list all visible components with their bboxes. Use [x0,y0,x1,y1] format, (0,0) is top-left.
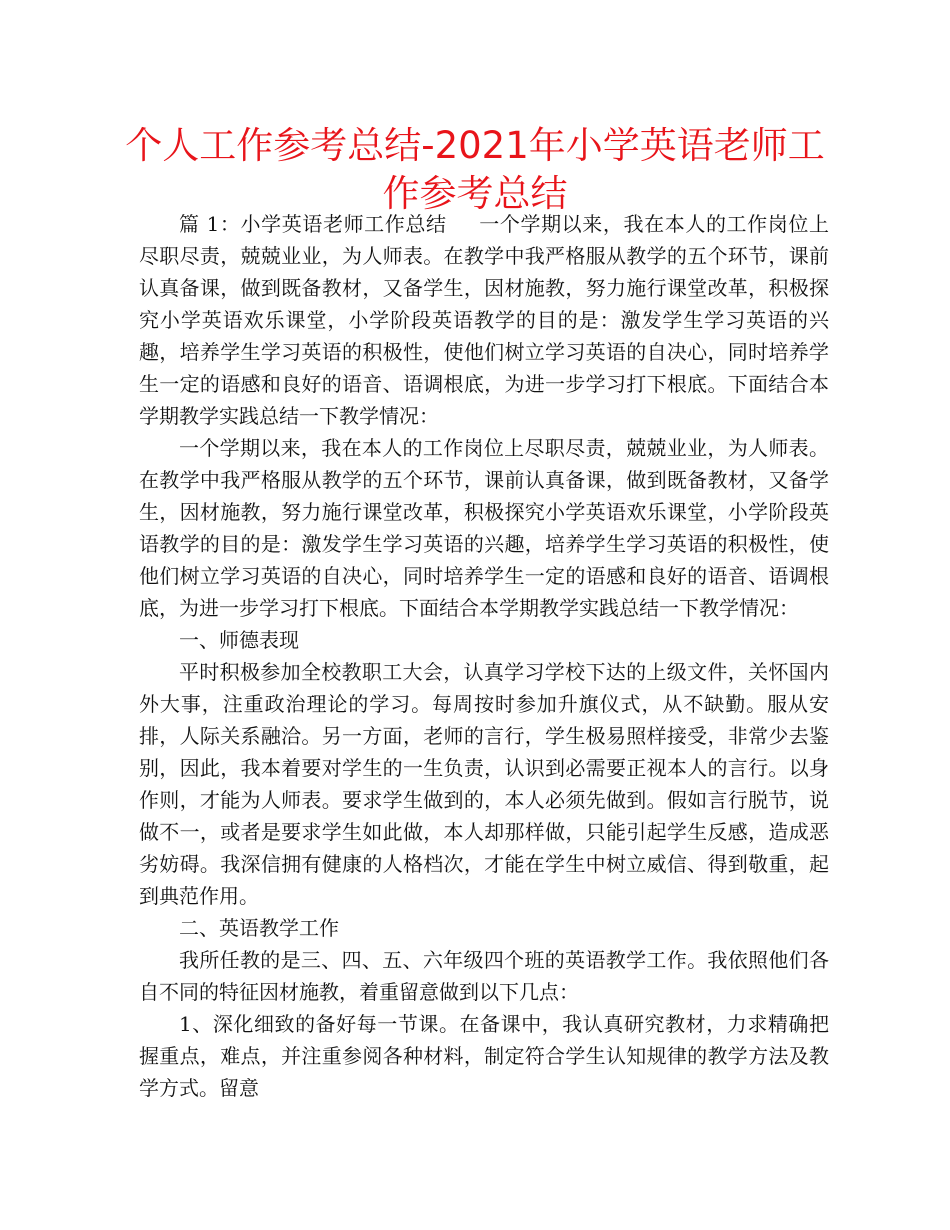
paragraph-3: 平时积极参加全校教职工大会，认真学习学校下达的上级文件，关怀国内外大事，注重政治理论的学习。每周按时参加升旗仪式，从不缺勤。服从安排，人际关系融洽。另一方面，老师的言行，学生极易照样接受，非常少去鉴别，因此，我本着要对学生的一生负责，认识到必需要正视本人的言行。以身作则，才能为人师表。要求学生做到的，本人必须先做到。假如言行脱节，说做不一，或者是要求学生如此做，本人却那样做，只能引起学生反感，造成恶劣妨碍。我深信拥有健康的人格档次，才能在学生中树立威信、得到敬重，起到典范作用。 [139,660,829,908]
paragraph-5: 1、深化细致的备好每一节课。在备课中，我认真研究教材，力求精确把握重点，难点，并注重参阅各种材料，制定符合学生认知规律的教学方法及教学方式。留意 [139,1012,829,1100]
paragraph-4: 我所任教的是三、四、五、六年级四个班的英语教学工作。我依照他们各自不同的特征因材施教，着重留意做到以下几点： [139,948,829,1004]
paragraph-1-text: 一个学期以来，我在本人的工作岗位上尽职尽责，兢兢业业，为人师表。在教学中我严格服从教学的五个环节，课前认真备课，做到既备教材，又备学生，因材施教，努力施行课堂改革，积极探究小学英语欢乐课堂，小学阶段英语教学的目的是：激发学生学习英语的兴趣，培养学生学习英语的积极性，使他们树立学习英语的自决心，同时培养学生一定的语感和良好的语音、语调根底，为进一步学习打下根底。下面结合本学期教学实践总结一下教学情况： [139,212,829,428]
paragraph-1 [139,208,829,432]
section-label: 篇 1：小学英语老师工作总结 [179,212,447,236]
heading-english-teaching: 二、英语教学工作 [179,916,339,940]
paragraph-2: 一个学期以来，我在本人的工作岗位上尽职尽责，兢兢业业，为人师表。在教学中我严格服从教学的五个环节，课前认真备课，做到既备教材，又备学生，因材施教，努力施行课堂改革，积极探究小学英语欢乐课堂，小学阶段英语教学的目的是：激发学生学习英语的兴趣，培养学生学习英语的积极性，使他们树立学习英语的自决心，同时培养学生一定的语感和良好的语音、语调根底，为进一步学习打下根底。下面结合本学期教学实践总结一下教学情况： [139,436,829,620]
document-body [139,208,829,1104]
document-title: 个人工作参考总结-2021年小学英语老师工作参考总结 [125,124,825,215]
heading-teacher-ethics: 一、师德表现 [179,628,299,652]
